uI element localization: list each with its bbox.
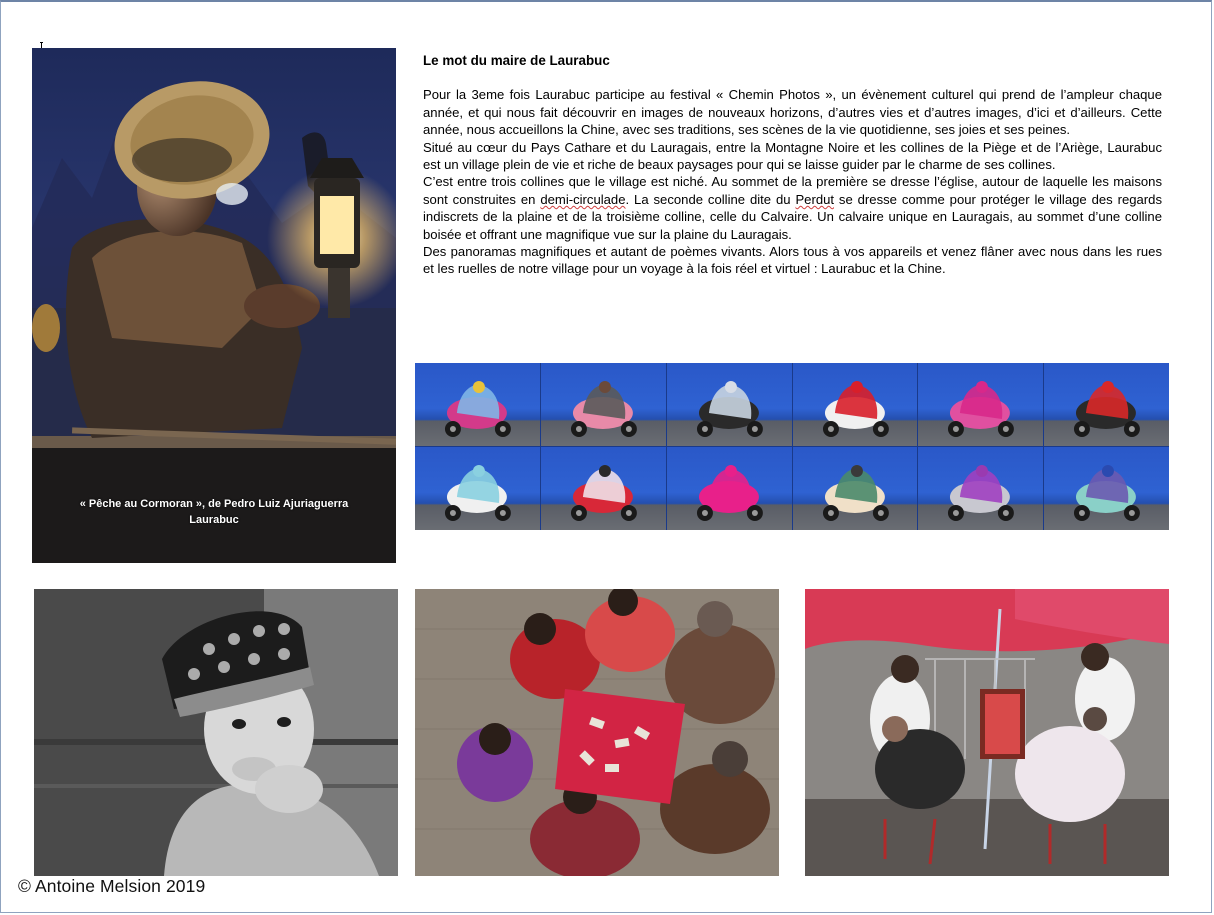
caption-line-1: « Pêche au Cormoran », de Pedro Luiz Ajuriaguerra (79, 498, 349, 510)
article-paragraph-2: Situé au cœur du Pays Cathare et du Lauragais, entre la Montagne Noire et les collines de la Piège et de l’Ariège, Laurabuc est un village plein de vie et riche de beaux paysages pour qui se laisse guider par le charme de ses collines. (423, 139, 1162, 173)
scooter-photo-tile (1044, 447, 1169, 530)
article-paragraph-4: Des panoramas magnifiques et autant de poèmes vivants. Alors tous à vos appareils et venez flâner avec nous dans les rues et les ruelles de notre village pour un voyage à la fois réel et virtuel : Laurabuc et la Chine. (423, 244, 1162, 277)
photo-cormorant-fisherman (32, 48, 396, 563)
card-game-illustration (415, 589, 779, 876)
scooter-photo-tile (793, 447, 918, 530)
photo-caption (32, 496, 396, 528)
scooter-photo-tile (667, 447, 792, 530)
child-illustration (34, 589, 398, 876)
caption-line-2: Laurabuc (189, 514, 239, 526)
scooter-rider-illustration (793, 363, 918, 446)
scooter-photo-tile (415, 447, 540, 530)
scooter-photo-tile (415, 363, 540, 446)
paragraph-3-text-e: se dresse comme pour protéger le village des regards indiscrets de la plaine et de la troisième colline, celle du Calvaire. Un calvaire unique en Lauragais, au sommet d’une colline boisée et offrant une magnifique vue sur la plaine du Lauragais. (423, 191, 1162, 242)
scooter-photo-tile (667, 363, 792, 446)
barber-illustration (805, 589, 1169, 876)
scooter-rider-illustration (667, 363, 792, 446)
scooter-rider-illustration (541, 363, 666, 446)
scooter-photo-tile (1044, 363, 1169, 446)
scooter-rider-illustration (415, 447, 540, 530)
photo-child-portrait (34, 589, 398, 876)
spellcheck-word-demi-circulade: demi-circulade (540, 191, 626, 207)
article-paragraph-3 (423, 173, 1162, 243)
scooter-photo-tile (541, 363, 666, 446)
photo-street-barber (805, 589, 1169, 876)
scooter-photo-tile (541, 447, 666, 530)
scooter-rider-illustration (667, 447, 792, 530)
scooter-photo-tile (918, 363, 1043, 446)
scooter-rider-illustration (793, 447, 918, 530)
paragraph-3-text-a: C’est entre trois collines que le village est niché. Au sommet de la première se dresse l’église, autour de laquelle les maisons sont construites en (423, 174, 1162, 207)
scooter-rider-illustration (918, 447, 1043, 530)
cormorant-illustration (32, 48, 396, 563)
scooter-rider-illustration (1044, 447, 1169, 530)
paragraph-3-text-c: . La seconde colline dite du (625, 191, 796, 207)
scooter-rider-illustration (918, 363, 1043, 446)
scooter-photo-tile (793, 363, 918, 446)
scooter-rider-illustration (415, 363, 540, 446)
scooter-photo-tile (918, 447, 1043, 530)
article (423, 52, 1162, 278)
scooter-rider-illustration (541, 447, 666, 530)
photo-card-game (415, 589, 779, 876)
copyright-notice: © Antoine Melsion 2019 (18, 876, 206, 896)
article-title: Le mot du maire de Laurabuc (423, 53, 610, 68)
photo-scooter-grid (415, 363, 1169, 530)
spellcheck-word-perdut: Perdut (795, 191, 835, 207)
scooter-rider-illustration (1044, 363, 1169, 446)
article-paragraph-1: Pour la 3eme fois Laurabuc participe au festival « Chemin Photos », un évènement culturel qui prend de l’ampleur chaque année, et qui nous fait découvrir en images de nouveaux horizons, d’autres vies et d’autres images, d’ici et d’ailleurs. Cette année, nous accueillons la Chine, avec ses traditions, ses scènes de la vie quotidienne, ses joies et ses peines. (423, 87, 1162, 138)
